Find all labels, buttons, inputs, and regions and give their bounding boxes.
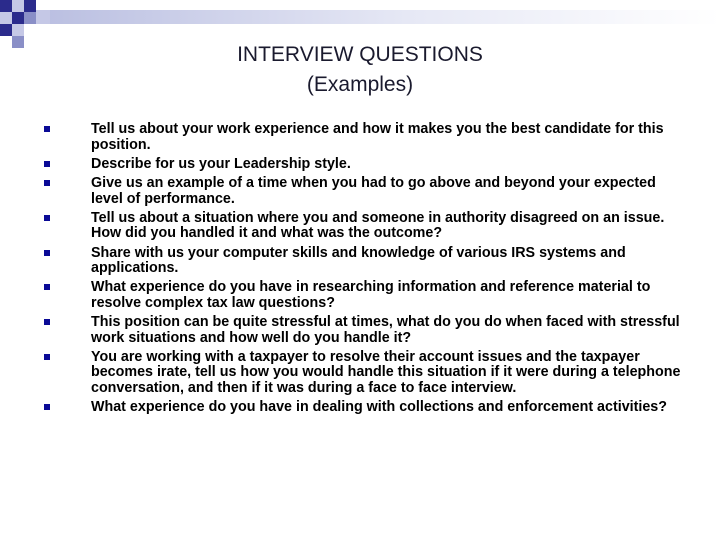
question-text: You are working with a taxpayer to resolve their account issues and the taxpayer becomes irate, tell us how you would handle this situation if it were during a telephone conversation, and then if it was during a face to face interview. (91, 348, 681, 397)
square-bullet-icon (44, 284, 50, 290)
question-item (44, 176, 684, 207)
slide-title-block (0, 40, 720, 100)
question-text: What experience do you have in dealing with collections and enforcement activities? (91, 399, 667, 416)
square-bullet-icon (44, 250, 50, 256)
square-bullet-icon (44, 354, 50, 360)
slide-title: INTERVIEW QUESTIONS (237, 43, 483, 66)
question-list (44, 122, 684, 419)
question-text: Tell us about a situation where you and someone in authority disagreed on an issue. How did you handled it and what was the outcome? (91, 209, 665, 242)
deco-square (36, 10, 50, 24)
question-text: Share with us your computer skills and knowledge of various IRS systems and applications. (91, 244, 626, 277)
square-bullet-icon (44, 126, 50, 132)
question-item (44, 350, 684, 397)
deco-square (0, 12, 12, 24)
deco-square (0, 24, 12, 36)
question-text: Give us an example of a time when you had to go above and beyond your expected level of performance. (91, 174, 656, 207)
question-item (44, 315, 684, 346)
deco-square (12, 12, 24, 24)
question-item (44, 246, 684, 277)
question-item (44, 122, 684, 153)
deco-square (24, 12, 36, 24)
square-bullet-icon (44, 161, 50, 167)
question-item (44, 400, 684, 416)
deco-square (12, 0, 24, 12)
deco-square (12, 24, 24, 36)
square-bullet-icon (44, 180, 50, 186)
slide-subtitle: (Examples) (306, 73, 414, 96)
deco-square (24, 0, 36, 12)
question-text: This position can be quite stressful at times, what do you do when faced with stressful work situations and how well do you handle it? (91, 314, 680, 346)
square-bullet-icon (44, 215, 50, 221)
question-text: Tell us about your work experience and how it makes you the best candidate for this position. (91, 121, 664, 153)
square-bullet-icon (44, 404, 50, 410)
question-item (44, 157, 684, 173)
header-fade-bar (24, 10, 720, 24)
deco-square (0, 0, 12, 12)
question-item (44, 211, 684, 242)
question-text: Describe for us your Leadership style. (91, 155, 351, 172)
question-text: What experience do you have in researching information and reference material to resolve complex tax law questions? (91, 279, 651, 311)
question-item (44, 280, 684, 311)
square-bullet-icon (44, 319, 50, 325)
